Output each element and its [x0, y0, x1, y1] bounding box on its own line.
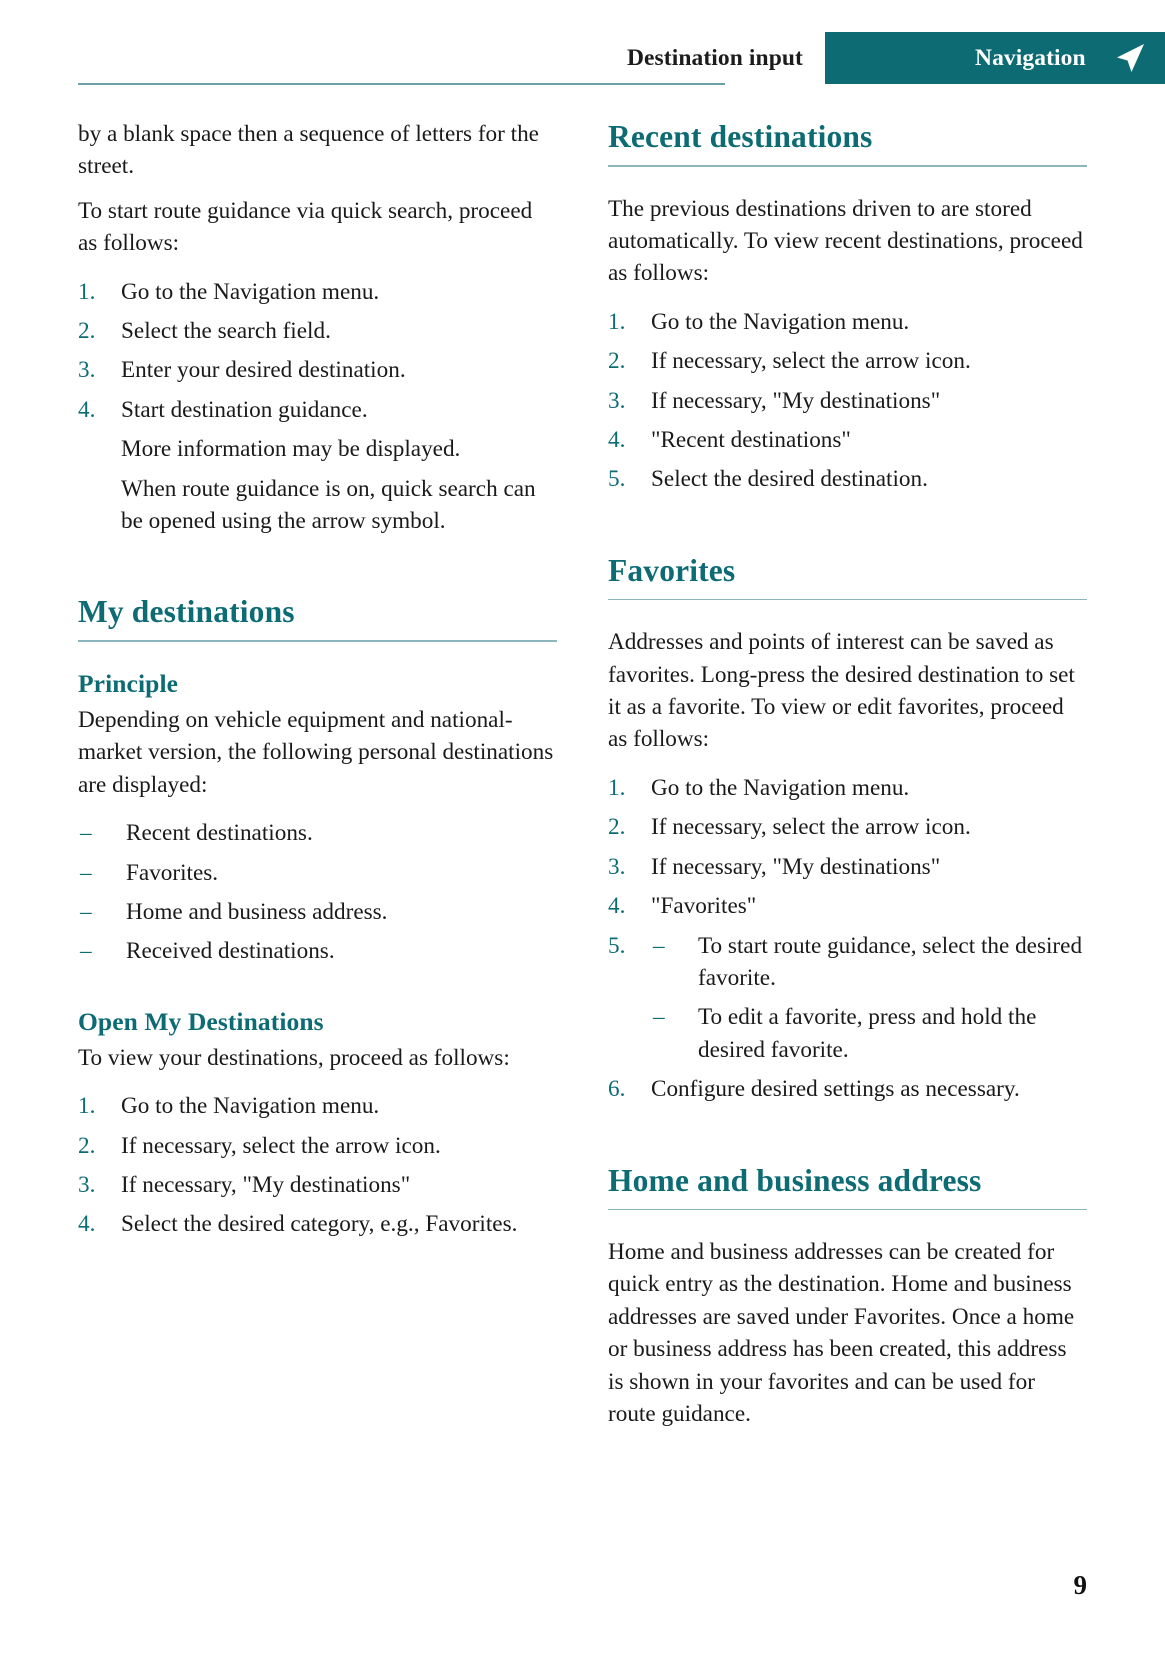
- running-header: [78, 32, 1165, 84]
- list-item-text: If necessary, "My destinations": [651, 853, 941, 880]
- list-item: [608, 811, 1087, 843]
- list-item: [78, 857, 557, 889]
- chapter-title: Navigation: [975, 44, 1086, 71]
- subsection-heading: Open My Destinations: [78, 1006, 324, 1036]
- list-item: [78, 817, 557, 849]
- list-marker: 4.: [78, 396, 96, 423]
- paragraph: Depending on vehicle equipment and national-market version, the following personal destinations are displayed:: [78, 706, 554, 798]
- list-item-text: Select the desired category, e.g., Favorites.: [121, 1211, 518, 1238]
- subsection-heading: Principle: [78, 668, 179, 698]
- list-marker: 4.: [78, 1211, 96, 1238]
- list-item-text: If necessary, select the arrow icon.: [651, 348, 971, 375]
- list-item: [608, 424, 1087, 456]
- list-marker: 3.: [78, 1172, 96, 1199]
- list-item-label: Start destination guidance.: [121, 396, 368, 423]
- list-item-text: Recent destinations.: [126, 820, 313, 847]
- list-marker: 3.: [78, 357, 96, 384]
- list-item-text: If necessary, select the arrow icon.: [121, 1132, 441, 1159]
- list-item: [78, 935, 557, 967]
- list-item: [78, 896, 557, 928]
- section-heading: My destinations: [78, 594, 295, 630]
- header-rule: [78, 83, 725, 85]
- list-marker: 6.: [608, 1076, 626, 1103]
- dash-marker: –: [80, 899, 92, 925]
- section-divider: [608, 1209, 1087, 1211]
- section-title: Destination input: [626, 44, 803, 71]
- list-marker: 5.: [608, 932, 626, 959]
- list-item-text: Go to the Navigation menu.: [121, 1093, 380, 1120]
- section-divider: [608, 599, 1087, 601]
- list-item: [608, 890, 1087, 922]
- list-item-text: To edit a favorite, press and hold the desired favorite.: [698, 1004, 1037, 1063]
- list-item-text: If necessary, select the arrow icon.: [651, 814, 971, 841]
- list-item: [651, 1001, 1087, 1066]
- list-item-text: [121, 394, 557, 538]
- list-marker: 1.: [78, 278, 96, 305]
- list-item: [608, 385, 1087, 417]
- section-divider: [78, 640, 557, 642]
- list-marker: 2.: [608, 814, 626, 841]
- quick-search-steps: [78, 276, 557, 538]
- list-item: [78, 1208, 557, 1240]
- list-item-text: Home and business address.: [126, 899, 388, 925]
- list-marker: 5.: [608, 466, 626, 493]
- right-column: [608, 118, 1087, 1430]
- list-item: [78, 1090, 557, 1122]
- section-heading: Recent destinations: [608, 119, 873, 154]
- list-marker: 1.: [608, 308, 626, 335]
- list-marker: 1.: [608, 774, 626, 801]
- recent-destinations-steps: [608, 306, 1087, 496]
- list-item: [608, 772, 1087, 804]
- dash-marker: –: [80, 859, 92, 886]
- open-my-destinations-steps: [78, 1090, 557, 1241]
- paragraph: The previous destinations driven to are stored automatically. To view recent destinations, proceed as follows:: [608, 195, 1083, 287]
- list-marker: 2.: [78, 318, 96, 345]
- list-marker: 4.: [608, 426, 626, 453]
- list-item-text: Favorites.: [126, 859, 219, 886]
- favorites-substeps: [651, 930, 1087, 1067]
- list-item: [78, 1130, 557, 1162]
- list-item-text: If necessary, "My destinations": [121, 1172, 411, 1199]
- section-divider: [608, 165, 1087, 167]
- dash-marker: –: [653, 1004, 665, 1031]
- favorites-steps: [608, 772, 1087, 1106]
- section-heading: Home and business address: [608, 1162, 982, 1198]
- dash-marker: –: [653, 932, 665, 959]
- list-marker: 3.: [608, 387, 626, 414]
- list-item-text: Received destinations.: [126, 938, 335, 965]
- list-item-text: Select the search field.: [121, 318, 331, 345]
- principle-items: [78, 817, 557, 968]
- paragraph: Home and business addresses can be created for quick entry as the destination. Home and business addresses are saved under Favorites. Once a home or business address has been created, this address is shown in your favorites and can be used for route guidance.: [608, 1239, 1075, 1428]
- list-marker: 2.: [78, 1132, 96, 1159]
- list-item-text: Configure desired settings as necessary.: [651, 1076, 1020, 1103]
- list-marker: 1.: [78, 1093, 96, 1120]
- body-columns: [78, 118, 1088, 1430]
- navigation-arrow-icon: [1112, 41, 1146, 75]
- list-item: [608, 851, 1087, 883]
- paragraph: To start route guidance via quick search, proceed as follows:: [78, 197, 533, 257]
- list-item: [608, 1073, 1087, 1105]
- list-marker: 3.: [608, 853, 626, 880]
- list-item: [608, 930, 1087, 1067]
- list-item: [78, 276, 557, 308]
- dash-marker: –: [80, 938, 92, 965]
- list-item-text: "Favorites": [651, 893, 757, 920]
- list-item-note: More information may be displayed.: [121, 436, 461, 463]
- list-marker: 2.: [608, 348, 626, 375]
- list-item: [78, 394, 557, 538]
- page-number: 9: [1073, 1570, 1087, 1600]
- list-item: [608, 306, 1087, 338]
- list-item: [78, 315, 557, 347]
- list-item-text: Go to the Navigation menu.: [651, 308, 910, 335]
- list-item: [608, 345, 1087, 377]
- list-item-text: Go to the Navigation menu.: [651, 774, 910, 801]
- list-item-text: To start route guidance, select the desired favorite.: [698, 932, 1083, 991]
- paragraph: To view your destinations, proceed as follows:: [78, 1044, 510, 1071]
- paragraph: Addresses and points of interest can be saved as favorites. Long-press the desired destination to set it as a favorite. To view or edit favorites, proceed as follows:: [608, 629, 1075, 753]
- list-item-note: When route guidance is on, quick search can be opened using the arrow symbol.: [121, 475, 536, 535]
- list-item: [78, 1169, 557, 1201]
- list-item: [608, 463, 1087, 495]
- dash-marker: –: [80, 820, 92, 847]
- list-marker: 4.: [608, 893, 626, 920]
- chapter-banner: [825, 32, 1165, 84]
- list-item: [651, 930, 1087, 995]
- list-item-text: Go to the Navigation menu.: [121, 278, 380, 305]
- list-item-text: "Recent destinations": [651, 426, 851, 453]
- list-item-text: If necessary, "My destinations": [651, 387, 941, 414]
- list-item: [78, 354, 557, 386]
- paragraph: by a blank space then a sequence of letters for the street.: [78, 121, 539, 180]
- left-column: [78, 118, 557, 1430]
- list-item-text: Select the desired destination.: [651, 466, 928, 493]
- section-heading: Favorites: [608, 552, 736, 588]
- list-item-text: Enter your desired destination.: [121, 357, 406, 384]
